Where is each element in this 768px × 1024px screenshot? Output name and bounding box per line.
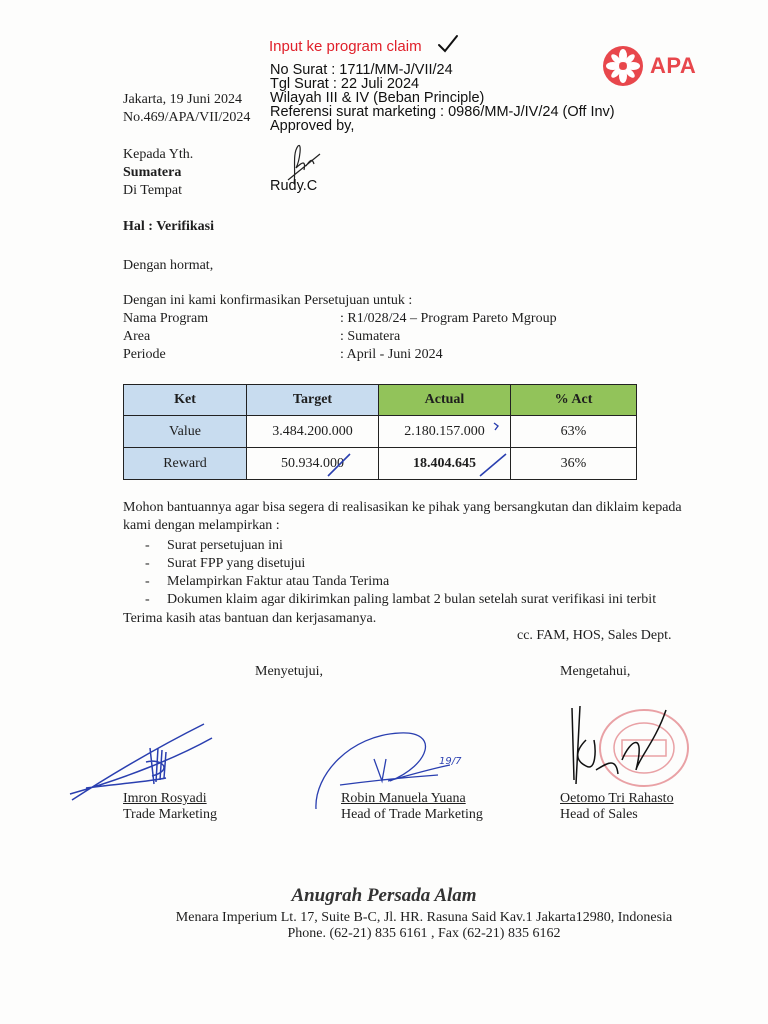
acknowledge-label: Mengetahui,	[560, 664, 631, 679]
greeting: Dengan hormat,	[123, 258, 214, 273]
signer-name: Robin Manuela Yuana	[341, 791, 466, 806]
pen-mark-icon	[478, 452, 508, 478]
pen-mark-icon	[326, 452, 352, 478]
verification-table	[123, 384, 637, 480]
list-item: Surat persetujuan ini	[167, 538, 283, 553]
recipient-label: Kepada Yth.	[123, 147, 194, 162]
header-target: Target	[247, 385, 379, 416]
row-label: Reward	[124, 448, 247, 480]
signature-3-icon	[566, 700, 676, 792]
list-item: Dokumen klaim agar dikirimkan paling lambat 2 bulan setelah surat verifikasi ini terbit	[167, 592, 657, 607]
stamp-wilayah: Wilayah III & IV (Beban Principle)	[270, 90, 485, 106]
company-logo-text: APA	[650, 53, 697, 78]
footer-address: Menara Imperium Lt. 17, Suite B-C, Jl. HR. Rasuna Said Kav.1 Jakarta12980, Indonesia	[175, 910, 673, 925]
handwritten-date: 19/7	[439, 756, 462, 767]
list-item: Surat FPP yang disetujui	[167, 556, 306, 571]
stamp-input-line: Input ke program claim	[269, 38, 422, 55]
thanks-text: Terima kasih atas bantuan dan kerjasamanya.	[123, 611, 377, 626]
signer-title: Head of Trade Marketing	[341, 807, 483, 822]
header-pct-act: % Act	[511, 385, 637, 416]
check-icon	[436, 34, 460, 54]
list-dash: -	[145, 574, 150, 589]
stamp-referensi: Referensi surat marketing : 0986/MM-J/IV/24 (Off Inv)	[270, 104, 615, 120]
request-line-2: kami dengan melampirkan :	[123, 518, 280, 533]
request-line-1: Mohon bantuannya agar bisa segera di realisasikan ke pihak yang bersangkutan dan diklaim kepada	[123, 500, 682, 515]
cell-actual: 2.180.157.000	[379, 416, 511, 448]
header-ket: Ket	[124, 385, 247, 416]
footer-brand: Anugrah Persada Alam	[291, 885, 477, 906]
place-date: Jakarta, 19 Juni 2024	[123, 92, 242, 107]
recipient-place: Di Tempat	[123, 183, 183, 198]
signer-name: Imron Rosyadi	[123, 791, 207, 806]
intro-text: Dengan ini kami konfirmasikan Persetujuan untuk :	[123, 293, 413, 308]
list-dash: -	[145, 538, 150, 553]
cell-actual: 18.404.645	[379, 448, 511, 480]
cell-target: 50.934.000	[247, 448, 379, 480]
footer-contact: Phone. (62-21) 835 6161 , Fax (62-21) 835 6162	[287, 926, 561, 941]
signer-name: Oetomo Tri Rahasto	[560, 791, 674, 806]
list-item: Melampirkan Faktur atau Tanda Terima	[167, 574, 390, 589]
stamp-approver: Rudy.C	[270, 178, 318, 194]
header-actual: Actual	[379, 385, 511, 416]
field-label: Nama Program	[123, 311, 209, 326]
company-logo-icon	[601, 44, 645, 88]
field-value: : Sumatera	[340, 329, 401, 344]
table-row	[124, 416, 637, 448]
cell-pct: 63%	[511, 416, 637, 448]
table-row	[124, 448, 637, 480]
field-value: : R1/028/24 – Program Pareto Mgroup	[340, 311, 557, 326]
recipient-name: Sumatera	[123, 165, 182, 180]
pen-mark-icon	[490, 420, 504, 434]
field-label: Periode	[123, 347, 166, 362]
stamp-no-surat: No Surat : 1711/MM-J/VII/24	[270, 62, 453, 78]
stamp-tgl-surat: Tgl Surat : 22 Juli 2024	[270, 76, 420, 92]
field-label: Area	[123, 329, 151, 344]
signer-title: Trade Marketing	[123, 807, 217, 822]
approve-label: Menyetujui,	[255, 664, 324, 679]
letter-number: No.469/APA/VII/2024	[123, 110, 251, 125]
cell-pct: 36%	[511, 448, 637, 480]
list-dash: -	[145, 592, 150, 607]
row-label: Value	[124, 416, 247, 448]
subject: Hal : Verifikasi	[123, 219, 215, 234]
signer-title: Head of Sales	[560, 807, 638, 822]
list-dash: -	[145, 556, 150, 571]
field-value: : April - Juni 2024	[340, 347, 443, 362]
table-header-row	[124, 385, 637, 416]
cell-target: 3.484.200.000	[247, 416, 379, 448]
cc-text: cc. FAM, HOS, Sales Dept.	[517, 628, 672, 643]
stamp-approved-by: Approved by,	[270, 118, 355, 134]
